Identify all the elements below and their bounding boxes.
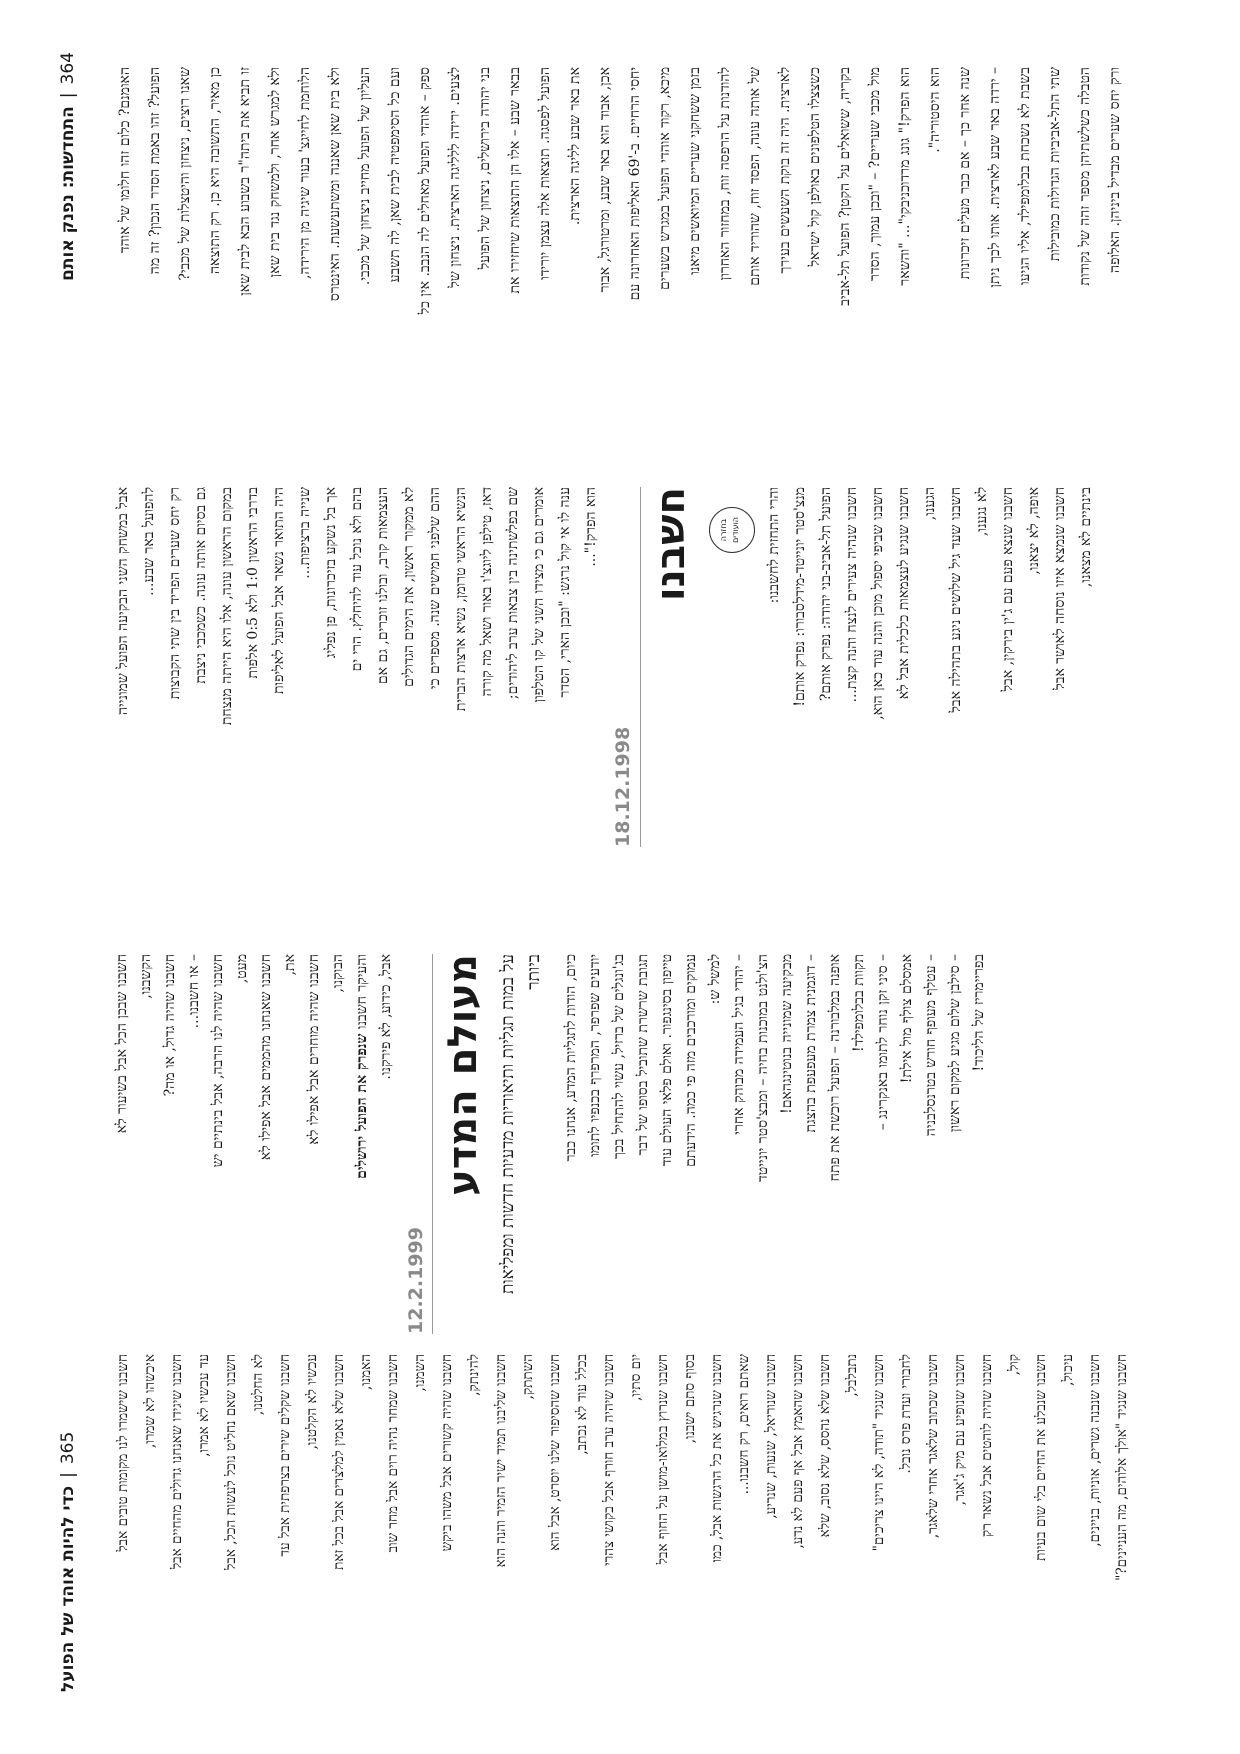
text-line: שנייה ברציפות...	[297, 487, 313, 579]
text-line: גם בסיום אותה עונה. כשמכבי ניצבת	[193, 487, 209, 684]
science-line: תגובת שרשרת שתוביל בסופו של דבר	[635, 954, 651, 1156]
right-col-1	[110, 67, 1180, 467]
text-line: מול מכבי שעריים? – "ובכן עמוך, הסדר	[867, 67, 883, 281]
text-line: לא ממקור ראשון, את הימים הגדולים	[401, 487, 417, 687]
text-line: – או חשבנו...	[186, 954, 202, 1029]
text-line: – ירדה באר שבע לארצית. אותו לכך ניתן	[987, 67, 1003, 288]
poem-line: קול,	[1006, 1354, 1022, 1376]
science-line: – עטלף מעופף חורש בטרנסלבניה	[923, 954, 939, 1137]
poem-line: חשבנו שליבנו תמיד ישיר הזמיר והנה הוא	[493, 1354, 509, 1568]
text-line: לצעים. ירידה ללליגה הארצית. ניצחון של	[447, 67, 463, 288]
text-line: אופה, לא יצאנו,	[1026, 487, 1042, 575]
text-line: חשבנו שנצא פעם עם ג'ין בירקין, אבל	[1000, 487, 1016, 692]
text-line: חשבנו שהיה גדול, או מה?	[162, 954, 178, 1097]
text-line: האומנם? כלום זהו חלומו של אוהד	[117, 67, 133, 254]
text-line: אכן, אבוד הוא באר שבע, ומרטורגל, אבור	[597, 67, 613, 293]
text-line: הפועל תל-אביב-בני יהודה: נפרק אותם?	[818, 487, 834, 702]
text-line: הגענו,	[922, 487, 938, 521]
text-span: והעיקר חשבנו	[354, 954, 370, 1030]
text-line: והרי התחזית לחשבנו:	[766, 487, 782, 604]
text-line: חשבנו שעד גיל שלושים ניגע בתהילה אבל	[948, 487, 964, 713]
text-line: לא נגענו,	[974, 487, 990, 537]
running-head-title: כדי להיות אוהד של הפועל	[58, 1485, 78, 1692]
text-line: ספק – אוהדי הפועל מאחלים לה הנבב. אין כל	[417, 67, 433, 315]
science-line: הצ'ולנט במוכנות בחיה – ומבצ'סטר יונייטד	[755, 954, 771, 1182]
text-line: ענה לו אי קול נרגש: "ובכן הארי, הסדר	[557, 487, 573, 698]
poem-line: חשבנו שיגידו שאנחנו גדולים מהחיים אבל	[169, 1354, 185, 1570]
poem-line: חשבנו שהיה קשורים אבל משהו ביקש	[439, 1354, 455, 1552]
poem-line: חשבנו שאם נחליט נוכל לעשות הכל, אבל	[223, 1354, 239, 1570]
text-line: הטבלה כשלשתיהן מספר זהה של נקודות	[1077, 67, 1093, 286]
text-line: במקום הראשון עונה, אלו היא הייתה מנצחת	[219, 487, 235, 726]
poem-line: חשבנו שנבנה גשרים, אוניות, בניינים,	[1087, 1354, 1103, 1547]
poem-line: עד עכשיו לא אמרו,	[196, 1354, 212, 1457]
right-col-2	[110, 487, 1180, 847]
poem-line: חשבנו שנבלע את החיים בלי שום בעיות	[1033, 1354, 1049, 1561]
page-number: 365	[58, 1431, 78, 1465]
text-line: כשצצלו הטלפונים באולפן קול ישראל	[807, 67, 823, 267]
left-col-1	[110, 954, 1180, 1334]
poem-line: חשבנו שישמרו לנו מקומות טובים אבל	[115, 1354, 131, 1552]
column-subtitle: על במות תגליות ותיאוריות מדעיות חדשות ומפליאות ביותר	[498, 954, 544, 1295]
text-line: מנצ'סטר יונייטד-מידלסבורו: נפרק אותם!	[792, 487, 808, 707]
text-line: אבל במשחק השני הבקיעה הפועל שמונייה	[115, 487, 131, 715]
text-line: זו תביא את ביתה"ר בשבוע הבא לבית שאן	[237, 67, 253, 296]
science-line: עמוקים ומורכבים מזה פי כמה. הידעתם	[683, 954, 699, 1167]
poem-line: חשבנו שהסיפור שלנו יוסרט, אבל הוא	[547, 1354, 563, 1551]
text-line: יחסי הרחיים. ב-'69 האליפות האחרונה עם	[627, 67, 643, 301]
text-line: ולא למגרש אחר, ולמשחק נגד בית שאן	[267, 67, 283, 278]
poem-line: להינתק,	[466, 1354, 482, 1396]
text-line: חשבנו שנמצא איזו נוסחה לאושר אבל	[1052, 487, 1068, 690]
text-line: בזמן ששחקני שעריים המיואשים מיאנו	[687, 67, 703, 275]
poem-line: חשבנו שכתוב שלאגר אחרי שלאגר,	[925, 1354, 941, 1539]
text-line: הפועל? זהו באמת הסדר הנכון? זה מה	[147, 67, 163, 275]
poem-line: חשבנו שנרוץ במלואו-מושן על החוף אבל	[655, 1354, 671, 1565]
text-line: רק יחס שערים הפריד בין שתי הקבוצות	[167, 487, 183, 700]
science-line: – דוגמנית צמרת מעפעפת בהצגת	[803, 954, 819, 1133]
poem-line: חשבנו שקלים שירים בצרפתית אבל עד	[277, 1354, 293, 1557]
column-title: מעולם המדע	[440, 954, 486, 1196]
science-line: – סיני זקן נוחר לתומו באנקרינג –	[875, 954, 891, 1131]
poem-line: לא החלטנו,	[250, 1354, 266, 1416]
poem-line: איכשהו לא שמרו,	[142, 1354, 158, 1448]
poem-line: חשבנו שנופיע עם מיק ג'אגר,	[952, 1354, 968, 1506]
text-line: בדרבי הראשון 1:0 ולא 0:5 אלפות	[245, 487, 261, 679]
text-line: חשבנו שהיה מוחרים אבל אפילו לא	[306, 954, 322, 1145]
text-line: בשבת לא נשכחת בבלומפילד, אליו הגיעו	[1017, 67, 1033, 285]
text-line: חשבנו שבכן הכל אבל בשיעור לא	[114, 954, 130, 1134]
poem-line: חשבנו שהאמץ אבל אף פעם לא נדע,	[790, 1354, 806, 1549]
science-line: טייפון בסינגפור. ואולם פלאי העולם עוד	[659, 954, 675, 1167]
column-title: חשבנו	[648, 487, 694, 602]
science-line: – יהודי בגיל העמידה מבוהק אחרי	[731, 954, 747, 1135]
text-line: בני יהודה בירושלים, ניצחון של הפועל	[477, 67, 493, 270]
science-line: בפריימריז של הליכוד!	[971, 954, 987, 1072]
text-line: הוא הפרק!"...	[583, 487, 599, 567]
text-line: הוא היסטוריה".	[927, 67, 943, 153]
poem-line: שאתם רואים, רק חשבנו...	[736, 1354, 752, 1495]
text-line: של אותה עונה, הפסד זוח, שהוריד אותם	[747, 67, 763, 286]
text-line: בקריה, ששואלים על הקטן? הפועל תל-אביב	[837, 67, 853, 306]
text-line: חשבנו שביפי יספול מוכן והנה עוד כאן הוא,	[870, 487, 886, 720]
poem-line: יום סתיו,	[628, 1354, 644, 1401]
text-line-bold	[350, 954, 374, 1334]
text-line: אבל, כידוע, לא פירקנו.	[378, 954, 394, 1080]
text-line: אך בל נשקע בזיכרונות, פן נפליג	[323, 487, 339, 659]
science-line: למשל ש:	[707, 954, 723, 1005]
text-line: שתי התל-אביביות הגדולות כמובילות	[1047, 67, 1063, 262]
text-line: ולא בית שאן שאננה ומשתעשעת. האינטרס	[327, 67, 343, 302]
science-line: אופנה במלבורנה – הפועל רוכשת את פתח	[827, 954, 843, 1182]
text-line: הלוחמת לחייגצ' בעור שיגיה מן הירידה,	[297, 67, 313, 279]
text-line: העצמאות קרב, ובולנו זוכרים, גם אם	[375, 487, 391, 685]
text-line: הקשבנו,	[138, 954, 154, 999]
poem-line: חשבנו שנרגיש את כל הרגשות אבל, כמו	[709, 1354, 725, 1563]
text-line: היה התואר נשאר אבל הפועל לאליפות	[271, 487, 287, 694]
left-col-poem	[110, 1354, 1180, 1714]
text-line: אומרים גם כי מצידו השני של קו הטלפון	[531, 487, 547, 703]
text-line: חשבנו שהיה לנו הרבה, אבל בינתיים יש	[210, 954, 226, 1168]
poem-line: לחבורי ועדת פרס נובל.	[898, 1354, 914, 1474]
text-line: ההם שלפני חמישים שנה. מספרים כי	[427, 487, 443, 690]
page-number: 364	[58, 52, 78, 85]
running-head-365: 365|כדי להיות אוהד של הפועל	[58, 1431, 78, 1692]
text-line: מעט,	[234, 954, 250, 984]
text-line: הוא הפרק!" גונג מרדוכניבקי"... "והשאר	[897, 67, 913, 286]
text-line: הנשיא הראשי טרומן, נשיא ארצות הברית	[453, 487, 469, 712]
poem-line: בכלל עוד לא נכתב,	[574, 1354, 590, 1455]
text-line: דאז, טילפן ליוגצ'ו באור ושאל מה קורה	[479, 487, 495, 697]
text-line: ועם כל הסימפטיה לבית שאן, לה תשבע	[387, 67, 403, 283]
column-date: 12.2.1999	[404, 954, 433, 1334]
page-365	[0, 877, 1240, 1754]
poem-line: חשבנו שנוריאל, שנעות, שנריע,	[763, 1354, 779, 1519]
poem-line: חשבנו שלא נהסס, שלא נסוב, שלא	[817, 1354, 833, 1538]
running-head-title: התחדשות: נפנק אותם	[58, 106, 78, 281]
science-line: מבקיעה שמונייה בנוטינגהאם!	[779, 954, 795, 1114]
text-line: ורק יחס שערים מבדיל ביניהן. האלופה	[1107, 67, 1123, 273]
bold-span: שנפרק את הפועל ירושלים	[354, 1033, 370, 1179]
poem-line: עכשיו לא הקלטנו,	[304, 1354, 320, 1450]
poem-line: חשבנו שיהיה ערב חורף אבל בקושי צהרי	[601, 1354, 617, 1566]
text-line: את באר שבע לליגה הארצית.	[567, 67, 583, 226]
science-line: תקוות בבלומפילד!	[851, 954, 867, 1053]
text-line: בבאר שבע – אלו הן התוצאות שיחזירו את	[507, 67, 523, 294]
text-line: להודנות על הרפסה זוח, במחזור האחרון	[717, 67, 733, 281]
text-line: את,	[282, 954, 298, 976]
poem-line: השמנו,	[412, 1354, 428, 1392]
science-line: – סילבן שלום מגיע למקום ראשון	[947, 954, 963, 1133]
column-date: 18.12.1998	[610, 487, 641, 847]
poem-line: חשבנו שנגיד "אולך אלוהים, מה העניינים?"	[1114, 1354, 1130, 1581]
text-line: לארצית. היה זה בוקת השעשים בעירך	[777, 67, 793, 274]
poem-line: חשבנו שהיה לוהטים אבל נשאר רק	[979, 1354, 995, 1538]
running-head-364: 364|התחדשות: נפנק אותם	[58, 52, 78, 281]
text-line: חשבנו שאנחנו מהממים אבל אפילו לא	[258, 954, 274, 1161]
science-body	[559, 954, 991, 1334]
text-line: להפועל באר שבע...	[141, 487, 157, 596]
text-line: שם בפלשתינה בין צבאות ערב ליהודים;	[505, 487, 521, 700]
text-line: הפועל לפסגה. תוצאות אלה עצמן יורידו	[537, 67, 553, 280]
text-line: שאנו רוצים, ניצחון והיטצלות של מכבי?	[177, 67, 193, 281]
poem-line: חשבנו שמחר נהיה רוים אבל מחר שוב	[385, 1354, 401, 1553]
science-line: כיום, הודות לתגליות המדע, אנחנו כבר	[563, 954, 579, 1162]
text-line: בהם ולא נוכל עוד להיחלץ. הרי ים	[349, 487, 365, 672]
text-line: כן מאיר, התשובה היא כן. רק התוצאה	[207, 67, 223, 275]
text-line: העליון של הפועל מחייב ניצחון של מכבי.	[357, 67, 373, 286]
poem-line: בסוף סתם ישבנו,	[682, 1354, 698, 1444]
text-line: בינתיים לא מצאנו,	[1078, 487, 1094, 588]
poem-line: השתתק,	[520, 1354, 536, 1400]
poem-line: נתבלבל,	[844, 1354, 860, 1397]
science-line: יודעים שפרפר, המרפרף בכנפיו לתומו	[587, 954, 603, 1157]
text-line: שנה אחר כך – אם כבר מעלים זיכרונות	[957, 67, 973, 280]
text-line: חשבנו שנגיע לעצמאות כלכלית אבל לא	[896, 487, 912, 700]
science-line: בג'ונגלים של ברזיל, עשוי להתחיל בכך	[611, 954, 627, 1160]
poem-line: חשבנו שלא נאמין למלצרים אבל בכל זאת	[331, 1354, 347, 1570]
poem-line: האמנו,	[358, 1354, 374, 1391]
poem-line: עיכול,	[1060, 1354, 1076, 1386]
text-line: הבוקנו,	[330, 954, 346, 993]
poem-line: חשבנו שנגיד "תודה, לא היינו צריכים"	[871, 1354, 887, 1552]
text-line: מיכא, רקוד אוהדי הפועל במגרש בשערים	[657, 67, 673, 290]
science-line: אמסלם צולף מול אילת!	[899, 954, 915, 1084]
text-line: חשבנו שנהיה צעירים לנצח והנה קצת...	[844, 487, 860, 703]
stamp-emblem: בחזרה הועודים	[709, 507, 755, 553]
poem-block	[110, 1354, 1136, 1714]
